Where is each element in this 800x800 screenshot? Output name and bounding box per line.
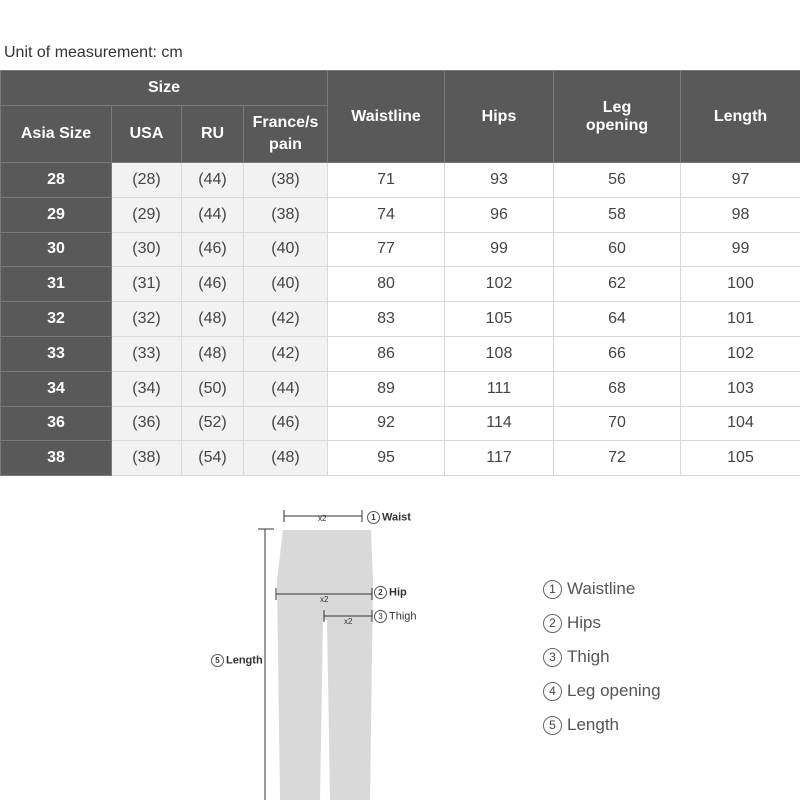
table-cell: (50): [182, 371, 244, 406]
table-cell: 80: [328, 267, 445, 302]
legend-number: 4: [543, 682, 562, 701]
table-cell: 77: [328, 232, 445, 267]
table-cell: 62: [554, 267, 681, 302]
legend-item: [543, 572, 661, 606]
waistline-header: Waistline: [328, 71, 445, 163]
hips-header: Hips: [445, 71, 554, 163]
table-row: [1, 302, 800, 337]
unit-note: Unit of measurement: cm: [4, 44, 183, 61]
table-cell: (54): [182, 441, 244, 476]
legend-text: Waistline: [567, 579, 636, 598]
table-cell: 102: [445, 267, 554, 302]
table-cell: 31: [1, 267, 112, 302]
table-cell: 68: [554, 371, 681, 406]
size-group-header: Size: [1, 71, 328, 106]
table-row: [1, 371, 800, 406]
table-cell: (40): [244, 267, 328, 302]
table-cell: (48): [182, 302, 244, 337]
table-cell: (48): [182, 336, 244, 371]
legend-item: [543, 606, 661, 640]
legend-number: 2: [543, 614, 562, 633]
table-cell: 64: [554, 302, 681, 337]
leg-opening-header: Leg opening: [554, 71, 681, 163]
table-cell: (42): [244, 302, 328, 337]
table-cell: (38): [244, 197, 328, 232]
waist-label: 1 Waist: [367, 511, 411, 524]
table-cell: (46): [182, 232, 244, 267]
table-cell: 72: [554, 441, 681, 476]
table-cell: (29): [112, 197, 182, 232]
thigh-x2-label: x2: [344, 617, 353, 626]
table-cell: 103: [681, 371, 800, 406]
table-cell: 71: [328, 163, 445, 198]
table-cell: 86: [328, 336, 445, 371]
table-cell: 56: [554, 163, 681, 198]
table-cell: 58: [554, 197, 681, 232]
legend-number: 5: [543, 716, 562, 735]
legend-text: Hips: [567, 613, 602, 632]
table-cell: (42): [244, 336, 328, 371]
hip-x2-label: x2: [320, 595, 329, 604]
table-row: [1, 406, 800, 441]
table-row: [1, 267, 800, 302]
table-cell: 36: [1, 406, 112, 441]
table-cell: 93: [445, 163, 554, 198]
size-table-body: [1, 163, 800, 476]
legend-item: [543, 640, 661, 674]
waist-x2-label: x2: [318, 514, 327, 523]
table-cell: (31): [112, 267, 182, 302]
table-cell: 101: [681, 302, 800, 337]
table-cell: (44): [244, 371, 328, 406]
table-cell: 102: [681, 336, 800, 371]
table-cell: 117: [445, 441, 554, 476]
table-cell: 60: [554, 232, 681, 267]
measurement-diagram: [0, 490, 800, 800]
trousers-illustration: [0, 490, 800, 800]
length-header: Length: [681, 71, 800, 163]
table-cell: (46): [244, 406, 328, 441]
table-cell: 111: [445, 371, 554, 406]
table-cell: 38: [1, 441, 112, 476]
table-row: [1, 197, 800, 232]
usa-header: USA: [112, 106, 182, 163]
thigh-label: 3 Thigh: [374, 610, 417, 623]
table-cell: 34: [1, 371, 112, 406]
table-cell: (28): [112, 163, 182, 198]
measurement-legend: [543, 572, 661, 742]
table-cell: 95: [328, 441, 445, 476]
table-cell: 83: [328, 302, 445, 337]
table-row: [1, 441, 800, 476]
table-cell: 108: [445, 336, 554, 371]
table-cell: 92: [328, 406, 445, 441]
table-cell: 98: [681, 197, 800, 232]
table-cell: 96: [445, 197, 554, 232]
table-cell: (52): [182, 406, 244, 441]
table-cell: 70: [554, 406, 681, 441]
trousers-shape: [277, 530, 373, 800]
table-cell: 66: [554, 336, 681, 371]
ru-header: RU: [182, 106, 244, 163]
legend-number: 1: [543, 580, 562, 599]
france-spain-header: France/s pain: [244, 106, 328, 163]
table-cell: (36): [112, 406, 182, 441]
table-row: [1, 232, 800, 267]
legend-number: 3: [543, 648, 562, 667]
table-cell: 105: [681, 441, 800, 476]
asia-size-header: Asia Size: [1, 106, 112, 163]
table-cell: (46): [182, 267, 244, 302]
table-cell: (38): [244, 163, 328, 198]
table-cell: (44): [182, 163, 244, 198]
size-table: [0, 70, 800, 476]
table-cell: 28: [1, 163, 112, 198]
table-cell: 32: [1, 302, 112, 337]
table-cell: 74: [328, 197, 445, 232]
table-cell: 99: [445, 232, 554, 267]
hip-label: 2 Hip: [374, 586, 407, 599]
table-cell: 104: [681, 406, 800, 441]
length-label: 5 Length: [211, 654, 263, 667]
table-cell: (40): [244, 232, 328, 267]
table-cell: 33: [1, 336, 112, 371]
table-cell: 29: [1, 197, 112, 232]
table-cell: (33): [112, 336, 182, 371]
table-cell: (48): [244, 441, 328, 476]
table-cell: (44): [182, 197, 244, 232]
table-row: [1, 336, 800, 371]
table-cell: 30: [1, 232, 112, 267]
table-cell: (38): [112, 441, 182, 476]
table-cell: 114: [445, 406, 554, 441]
legend-text: Leg opening: [567, 681, 661, 700]
table-cell: 89: [328, 371, 445, 406]
legend-item: [543, 708, 661, 742]
table-row: [1, 163, 800, 198]
table-cell: 105: [445, 302, 554, 337]
table-cell: (32): [112, 302, 182, 337]
table-cell: 97: [681, 163, 800, 198]
legend-text: Length: [567, 715, 619, 734]
legend-item: [543, 674, 661, 708]
table-cell: 99: [681, 232, 800, 267]
table-cell: (34): [112, 371, 182, 406]
table-cell: (30): [112, 232, 182, 267]
table-cell: 100: [681, 267, 800, 302]
legend-text: Thigh: [567, 647, 610, 666]
